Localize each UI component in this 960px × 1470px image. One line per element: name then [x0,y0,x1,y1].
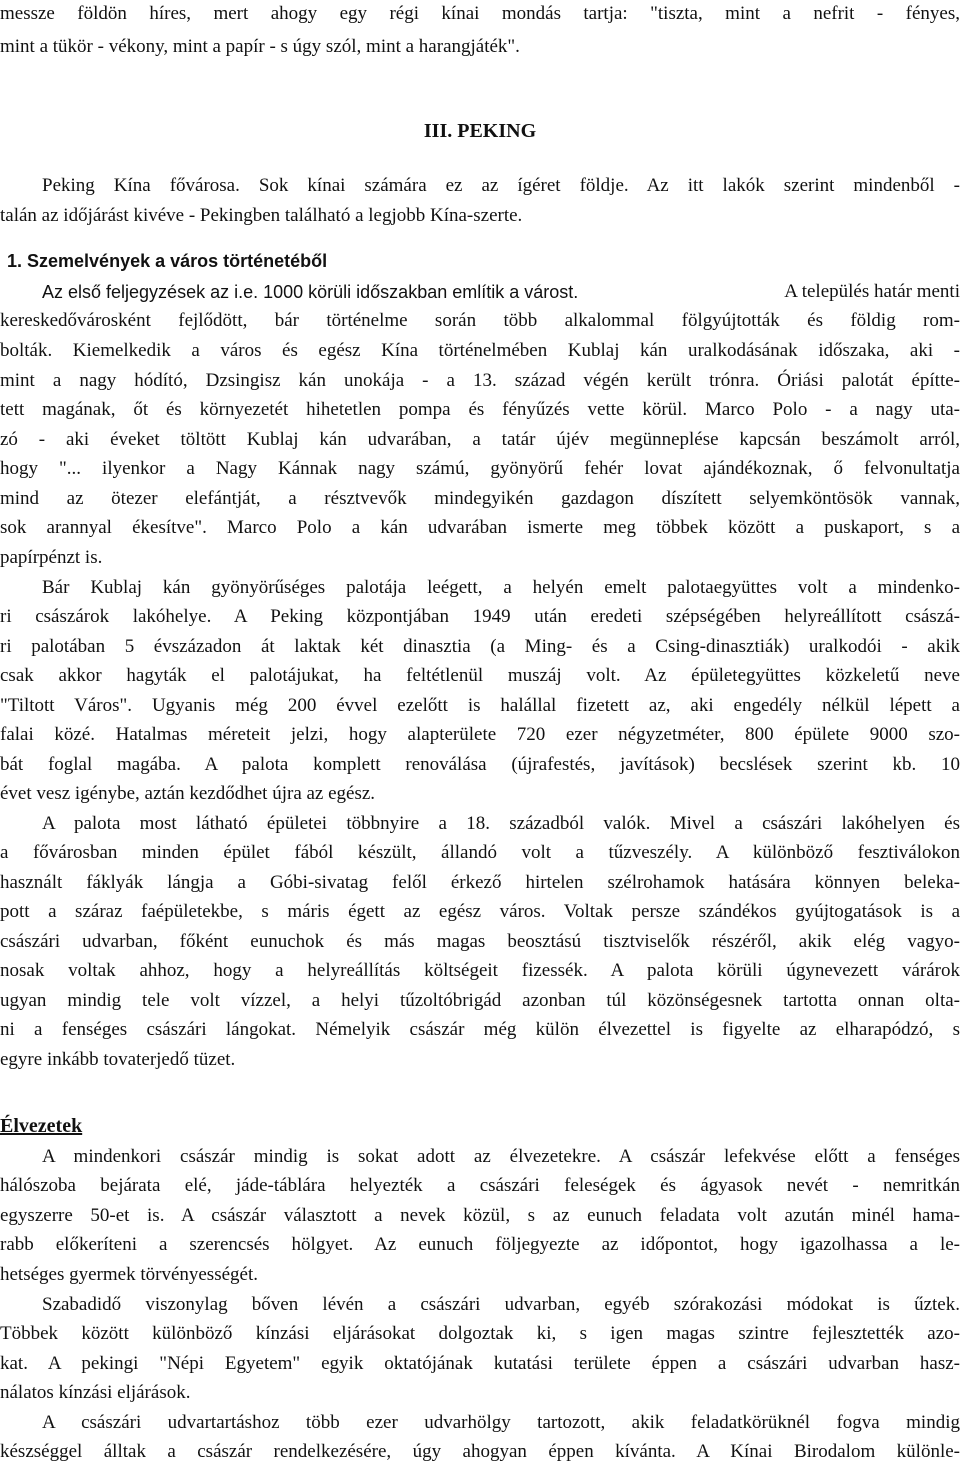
text-line: Többek között különböző kínzási eljárásokat dolgoztak ki, s igen magas szintre fejlesztették azo- [0,1323,960,1344]
text-line: zó - aki éveket töltött Kublaj kán udvarában, a tatár újév megünneplése kapcsán beszámolt arról, [0,429,960,450]
section-heading: 1. Szemelvények a város történetéből [7,251,328,271]
text-line: nálatos kínzási eljárások. [0,1382,191,1403]
text-line: császári udvarban, főként eunuchok és más magas beosztású tisztviselők részéről, akik elég vagyo- [0,931,960,952]
text-line: messze földön híres, mert ahogy egy régi kínai mondás tartja: "tiszta, mint a nefrit - fényes, [0,3,960,24]
text-line: készséggel álltak a császár rendelkezésére, úgy ahogyan éppen kívánta. A Kínai Birodalom különle- [0,1441,960,1462]
text-line: sok arannyal ékesítve". Marco Polo a kán udvarában ismerte meg többek között a puskaport, s a [0,517,960,538]
text-line: egyszerre 50-et is. A császár választott a nevek közül, s az eunuch feladata volt azután minél hama- [0,1205,960,1226]
text-line: hetséges gyermek törvényességét. [0,1264,258,1285]
text-line: évet vesz igénybe, aztán kezdődhet újra az egész. [0,783,376,804]
paragraph-first-line: Az első feljegyzések az i.e. 1000 körüli időszakban említik a várost. [42,282,579,302]
text-line: pott a száraz faépületekbe, s máris égett az egész város. Voltak persze szándékos gyújtogatások is a [0,901,960,922]
text-line: csak akkor hagyták el palotájukat, ha feltétlenül muszáj volt. Az épületegyüttes közkeletű neve [0,665,960,686]
paragraph-first-line: A császári udvartartáshoz több ezer udvarhölgy tartozott, akik feladatkörüknél fogva mindig [42,1412,960,1433]
text-line: hálószoba bejárata elé, jáde-táblára helyezték a császári feleségek és ágyasok nevét - nemritkán [0,1175,960,1196]
text-line: mint a tükör - vékony, mint a papír - s úgy szól, mint a harangjáték". [0,36,520,57]
text-line: ni a fenséges császári lángokat. Némelyik császár még külön élvezettel is figyelte az elharapódzó, s [0,1019,960,1040]
paragraph-first-line: Peking Kína fővárosa. Sok kínai számára ez az ígéret földje. Az itt lakók szerint mindenből - [42,175,960,196]
text-line: ugyan mindig tele volt vízzel, a helyi tűzoltóbrigád azonban túl közönségesnek tartotta onnan olta- [0,990,960,1011]
text-line: kereskedővárosként fejlődött, bár történelme során több alkalommal fölgyújtották és földig rom- [0,310,960,331]
section-heading: Élvezetek [0,1115,83,1137]
text-line: nosak voltak ahhoz, hogy a helyreállítás költségeit fizessék. A palota körüli úgynevezett várárok [0,960,960,981]
text-line: talán az időjárást kivéve - Pekingben található a legjobb Kína-szerte. [0,205,523,226]
text-line: a fővárosban minden épület fából készült, állandó volt a tűzveszély. A különböző fesztiválokon [0,842,960,863]
text-line: papírpénzt is. [0,547,103,568]
text-line: hogy "... ilyenkor a Nagy Kánnak nagy számú, gyönyörű fehér lovat ajándékoznak, ő felvonultatja [0,458,960,479]
paragraph-first-line: A mindenkori császár mindig is sokat adott az élvezetekre. A császár lefekvése előtt a fenséges [42,1146,960,1167]
paragraph-first-line: Szabadidő viszonylag bőven lévén a császári udvarban, egyéb szórakozási módokat is űztek. [42,1294,960,1315]
text-line: "Tiltott Város". Ugyanis még 200 évvel ezelőtt is halállal fizetett az, aki engedély nélkül lépett a [0,695,960,716]
paragraph-first-line: Bár Kublaj kán gyönyörűséges palotája leégett, a helyén emelt palotaegyüttes volt a mindenko- [42,577,960,598]
text-line: használt fáklyák lángja a Góbi-sivatag felől érkező hirtelen szélrohamok hatására könnyen beleka- [0,872,960,893]
text-line: ri császárok lakóhelye. A Peking központjában 1949 után eredeti szépségében helyreállított császá- [0,606,960,627]
text-line: ri palotában 5 évszázadon át laktak két dinasztia (a Ming- és a Csing-dinasztiák) uralkodói - akik [0,636,960,657]
text-line: A település határ menti [784,281,960,302]
text-line: egyre inkább tovaterjedő tüzet. [0,1049,236,1070]
text-line: mind az ötezer elefántját, a résztvevők mindegyikén gazdagon díszített selyemköntösök vannak, [0,488,960,509]
text-line: bolták. Kiemelkedik a város és egész Kína történelmében Kublaj kán uralkodásának időszaka, aki - [0,340,960,361]
text-line: tett magának, őt és környezetét hihetetlen pompa és fényűzés vette körül. Marco Polo - a nagy uta- [0,399,960,420]
text-line: falai közé. Hatalmas méreteit jelzi, hogy alapterülete 720 ezer négyzetméter, 800 épülete 9000 szo- [0,724,960,745]
text-line: kat. A pekingi "Népi Egyetem" egyik oktatójának kutatási területe éppen a császári udvarban hasz- [0,1353,960,1374]
text-line: bát foglal magába. A palota komplett renoválása (újrafestés, javítások) becslések szerint kb. 10 [0,754,960,775]
chapter-heading: III. PEKING [423,120,537,142]
paragraph-first-line: A palota most látható épületei többnyire a 18. századból valók. Mivel a császári lakóhelyen és [42,813,960,834]
text-line: mint a nagy hódító, Dzsingisz kán unokája - a 13. század végén került trónra. Óriási palotát építte- [0,370,960,391]
text-line: rabb előkeríteni a szerencsés hölgyet. Az eunuch följegyezte az időpontot, hogy igazolhassa a le- [0,1234,960,1255]
